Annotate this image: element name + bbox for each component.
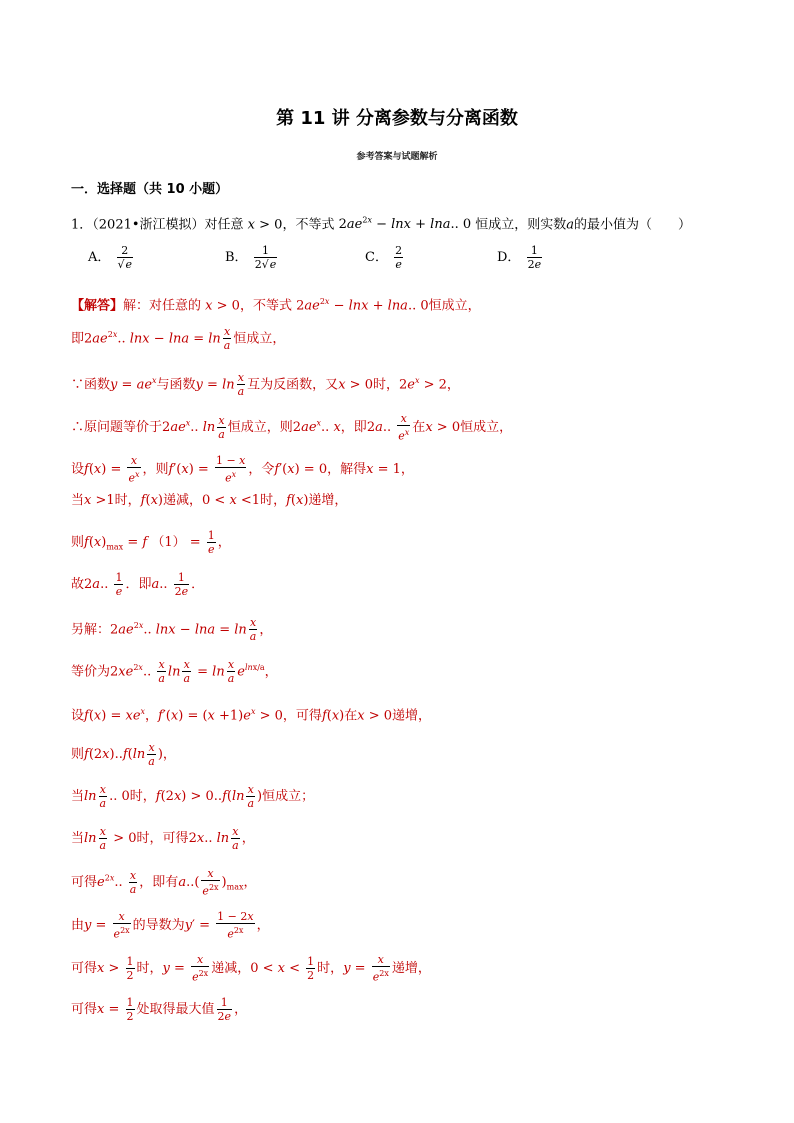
solution-line: 可得x > $\frac{1}{2}$ 时，y = $\frac{x}{e^{2x}}$ 递减，0 < x < $\frac{1}{2}$ 时，y = $\frac{x}{e^{2x}}$ 递增，: [71, 953, 431, 984]
solution-line: 当ln $\frac{x}{a}$ > 0时，可得2x.. ln $\frac{x}{a}$ ，: [71, 825, 255, 852]
solution-line: 当ln $\frac{x}{a}$ .. 0时，f(2x) > 0..f(ln $\frac{x}{a}$ )恒成立；: [71, 783, 315, 810]
solution-line: 则$f(x)_{max} = f$ （1） = $\frac{1}{e}$ ，: [71, 529, 231, 556]
solution-line: 则f(2x)..f(ln $\frac{x}{a}$ )，: [71, 741, 176, 768]
page-title: 第 11 讲 分离参数与分离函数: [276, 108, 518, 129]
solution-line: 当x >1时，f(x)递减，0 < x <1时，f(x)递增，: [71, 493, 348, 508]
solution-line: 由y = $\frac{x}{e^{2x}}$ 的导数为y′ = $\frac{1 - 2x}{e^{2x}}$ ，: [71, 910, 270, 941]
answer-tag: 【解答】: [71, 298, 124, 314]
question-text: ，不等式: [282, 217, 335, 233]
solution-line: 【解答】解：对任意的 x > 0，不等式 $2ae^{2x} - \ln x + \ln a$.. 0恒成立，: [71, 297, 481, 314]
option-d[interactable]: D． $\frac{1}{2e}$: [497, 244, 542, 271]
math: a: [566, 217, 575, 233]
math: x: [247, 217, 256, 233]
question-text: 的最小值为（ ）: [574, 217, 692, 233]
solution-line: 另解：$2ae^{2x}$.. lnx − lna = ln $\frac{x}{a}$ ，: [71, 616, 273, 644]
option-a[interactable]: A． $\frac{2}{√e}$: [88, 244, 133, 271]
solution-line: 设f(x) = $\frac{x}{e^x}$ ，则f′(x) = $\frac{1 - x}{e^x}$ ，令f′(x) = 0，解得x = 1，: [71, 454, 414, 485]
option-b[interactable]: B． $\frac{1}{2√e}$: [225, 244, 277, 271]
section-heading: 一．选择题（共 10 小题）: [71, 182, 229, 197]
solution-line: 故2a.. $\frac{1}{e}$ ．即a.. $\frac{1}{2e}$ ．: [71, 571, 205, 598]
question-prefix: 1．（2021•浙江模拟）对任意: [71, 217, 244, 233]
question-1: 1．（2021•浙江模拟）对任意 x > 0，不等式 $2ae^{2x} - \ln x + \ln a$.. 0 恒成立，则实数a的最小值为（ ）: [71, 216, 692, 233]
solution-line: 可得x = $\frac{1}{2}$ 处取得最大值 $\frac{1}{2e}$ ，: [71, 996, 248, 1023]
solution-line: 可得$e^{2x}$.. $\frac{x}{a}$ ，即有a..( $\frac{x}{e^{2x}}$ )$_{max}$，: [71, 867, 257, 898]
option-c[interactable]: C． $\frac{2}{e}$: [365, 244, 403, 271]
solution-line: 等价为$2xe^{2x}$.. $\frac{x}{a}$ ln $\frac{x}{a}$ = ln $\frac{x}{a}$ $e^{lnx/a}$，: [71, 658, 278, 686]
solution-line: ∴原问题等价于$2ae^x$.. ln $\frac{x}{a}$ 恒成立，则$2ae^x$.. x，即2a.. $\frac{x}{e^x}$ 在x > 0恒成立，: [71, 412, 513, 443]
solution-line: 即$2ae^{2x}$.. lnx − lna = ln $\frac{x}{a}$ 恒成立，: [71, 325, 286, 353]
question-text: 恒成立，则实数: [475, 217, 567, 233]
page-subtitle: 参考答案与试题解析: [356, 152, 438, 162]
solution-line: 设$f(x) = xe^x$，$f'(x) = (x +1)e^x > 0$，可得f(x)在x > 0递增，: [71, 707, 432, 724]
math: $2ae^{2x} - \ln x + \ln a$.. 0: [338, 216, 472, 233]
solution-line: ∵函数$y = ae^x$与函数y = ln $\frac{x}{a}$ 互为反函数，又x > 0时，$2e^x > 2$，: [71, 371, 460, 399]
